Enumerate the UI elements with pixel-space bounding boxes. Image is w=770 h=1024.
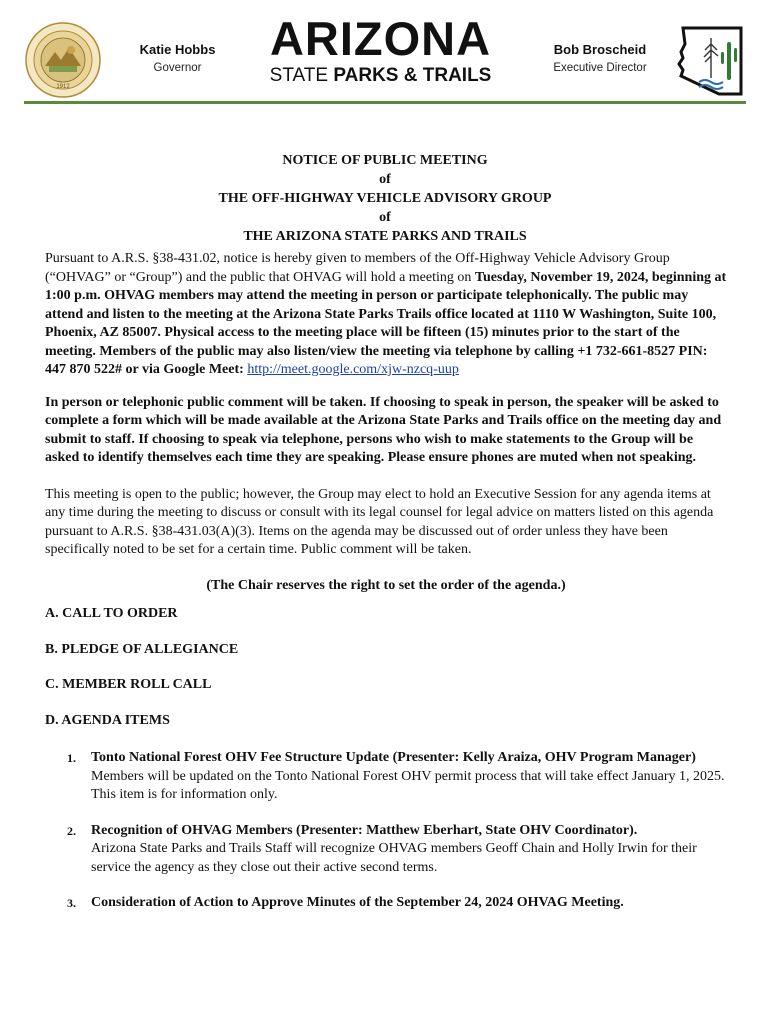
- logo-sub-plain: STATE: [269, 65, 334, 86]
- google-meet-link[interactable]: http://meet.google.com/xjw-nzcq-uup: [247, 362, 459, 377]
- director-title: Executive Director: [553, 62, 647, 74]
- paragraph-pursuant-plain: Pursuant to A.R.S. §38-431.02, notice is hereby given to members of the Off-Highway Vehicle Advisory Group (“OHVAG” or “Group”) and the public that OHVAG will hold a meeting on: [45, 251, 670, 285]
- paragraph-public-comment: In person or telephonic public comment will be taken. If choosing to speak in person, the speaker will be asked to complete a form which will be made available at the Arizona State Parks and Trails office on the meeting day and submit to staff. If choosing to speak via telephone, persons who wish to make statements to the Group will be asked to identify themselves each time they are speaking. Please ensure phones are muted when not speaking.: [45, 394, 722, 465]
- section-agenda-items: D. AGENDA ITEMS: [45, 712, 170, 728]
- title-line-5: THE ARIZONA STATE PARKS AND TRAILS: [243, 229, 527, 244]
- title-line-2: of: [379, 172, 391, 187]
- letterhead: [0, 0, 770, 110]
- director-block: [548, 42, 652, 74]
- governor-title: Governor: [153, 62, 202, 74]
- paragraph-pursuant-bold: Tuesday, November 19, 2024, beginning at 1:00 p.m. OHVAG members may attend the meeting in person or participate telephonically. The public may attend and listen to the meeting at the Arizona State Parks Trails office located at 1110 W Washington, Suite 100, Phoenix, AZ 85007. Physical access to the meeting place will be fifteen (15) minutes prior to the start of the meeting. Members of the public may also listen/view the meeting via telephone by calling +1 732-661-8527 PIN: 447 870 522# or via Google Meet:: [45, 269, 727, 377]
- item-title: Consideration of Action to Approve Minutes of the September 24, 2024 OHVAG Meeting.: [91, 895, 624, 910]
- section-roll-call: C. MEMBER ROLL CALL: [45, 677, 212, 692]
- notice-body: [45, 250, 727, 930]
- title-line-1: NOTICE OF PUBLIC MEETING: [282, 153, 488, 168]
- arizona-map-icon: [675, 24, 747, 96]
- section-pledge: B. PLEDGE OF ALLEGIANCE: [45, 641, 239, 657]
- item-body: Arizona State Parks and Trails Staff will recognize OHVAG members Geoff Chain and Holly Irwin for their service the agency as they close out their active second terms.: [91, 841, 697, 875]
- item-body: Members will be updated on the Tonto National Forest OHV permit process that will take effect January 1, 2025. This item is for information only.: [91, 768, 725, 802]
- item-title: Tonto National Forest OHV Fee Structure Update (Presenter: Kelly Araiza, OHV Program Manager): [91, 750, 696, 765]
- agenda-items-list: [45, 749, 727, 913]
- arizona-seal-icon: [25, 22, 101, 98]
- item-number: 3.: [67, 896, 76, 910]
- logo-main-text: ARIZONA: [269, 12, 492, 65]
- seal-year: 1912: [56, 84, 70, 90]
- list-item: [45, 749, 727, 805]
- list-item: [45, 822, 727, 878]
- section-call-to-order: A. CALL TO ORDER: [45, 606, 178, 621]
- governor-name: Katie Hobbs: [139, 42, 216, 57]
- director-name: Bob Broscheid: [553, 42, 647, 57]
- list-item: [45, 894, 727, 913]
- logo-sub-bold: PARKS & TRAILS: [333, 65, 492, 86]
- logo-sub-text: [243, 66, 518, 86]
- item-number: 2.: [67, 823, 76, 838]
- item-number: 1.: [67, 751, 76, 765]
- governor-block: [135, 42, 220, 74]
- item-title: Recognition of OHVAG Members (Presenter: Matthew Eberhart, State OHV Coordinator).: [91, 822, 638, 838]
- title-line-4: of: [379, 210, 391, 225]
- chair-note: (The Chair reserves the right to set the order of the agenda.): [206, 577, 566, 593]
- paragraph-executive-session: This meeting is open to the public; however, the Group may elect to hold an Executive Session for any agenda items at any time during the meeting to discuss or consult with its legal counsel for legal advice on matters listed on this agenda pursuant to A.R.S. §38-431.03(A)(3). Items on the agenda may be discussed out of order unless they have been specifically noted to be set for a certain time. Public comment will be taken.: [45, 486, 714, 557]
- title-line-3: THE OFF-HIGHWAY VEHICLE ADVISORY GROUP: [218, 191, 552, 206]
- notice-title-block: [0, 151, 770, 246]
- header-divider: [24, 101, 746, 104]
- paragraph-pursuant: [45, 250, 727, 380]
- arizona-state-parks-logo: [243, 12, 518, 88]
